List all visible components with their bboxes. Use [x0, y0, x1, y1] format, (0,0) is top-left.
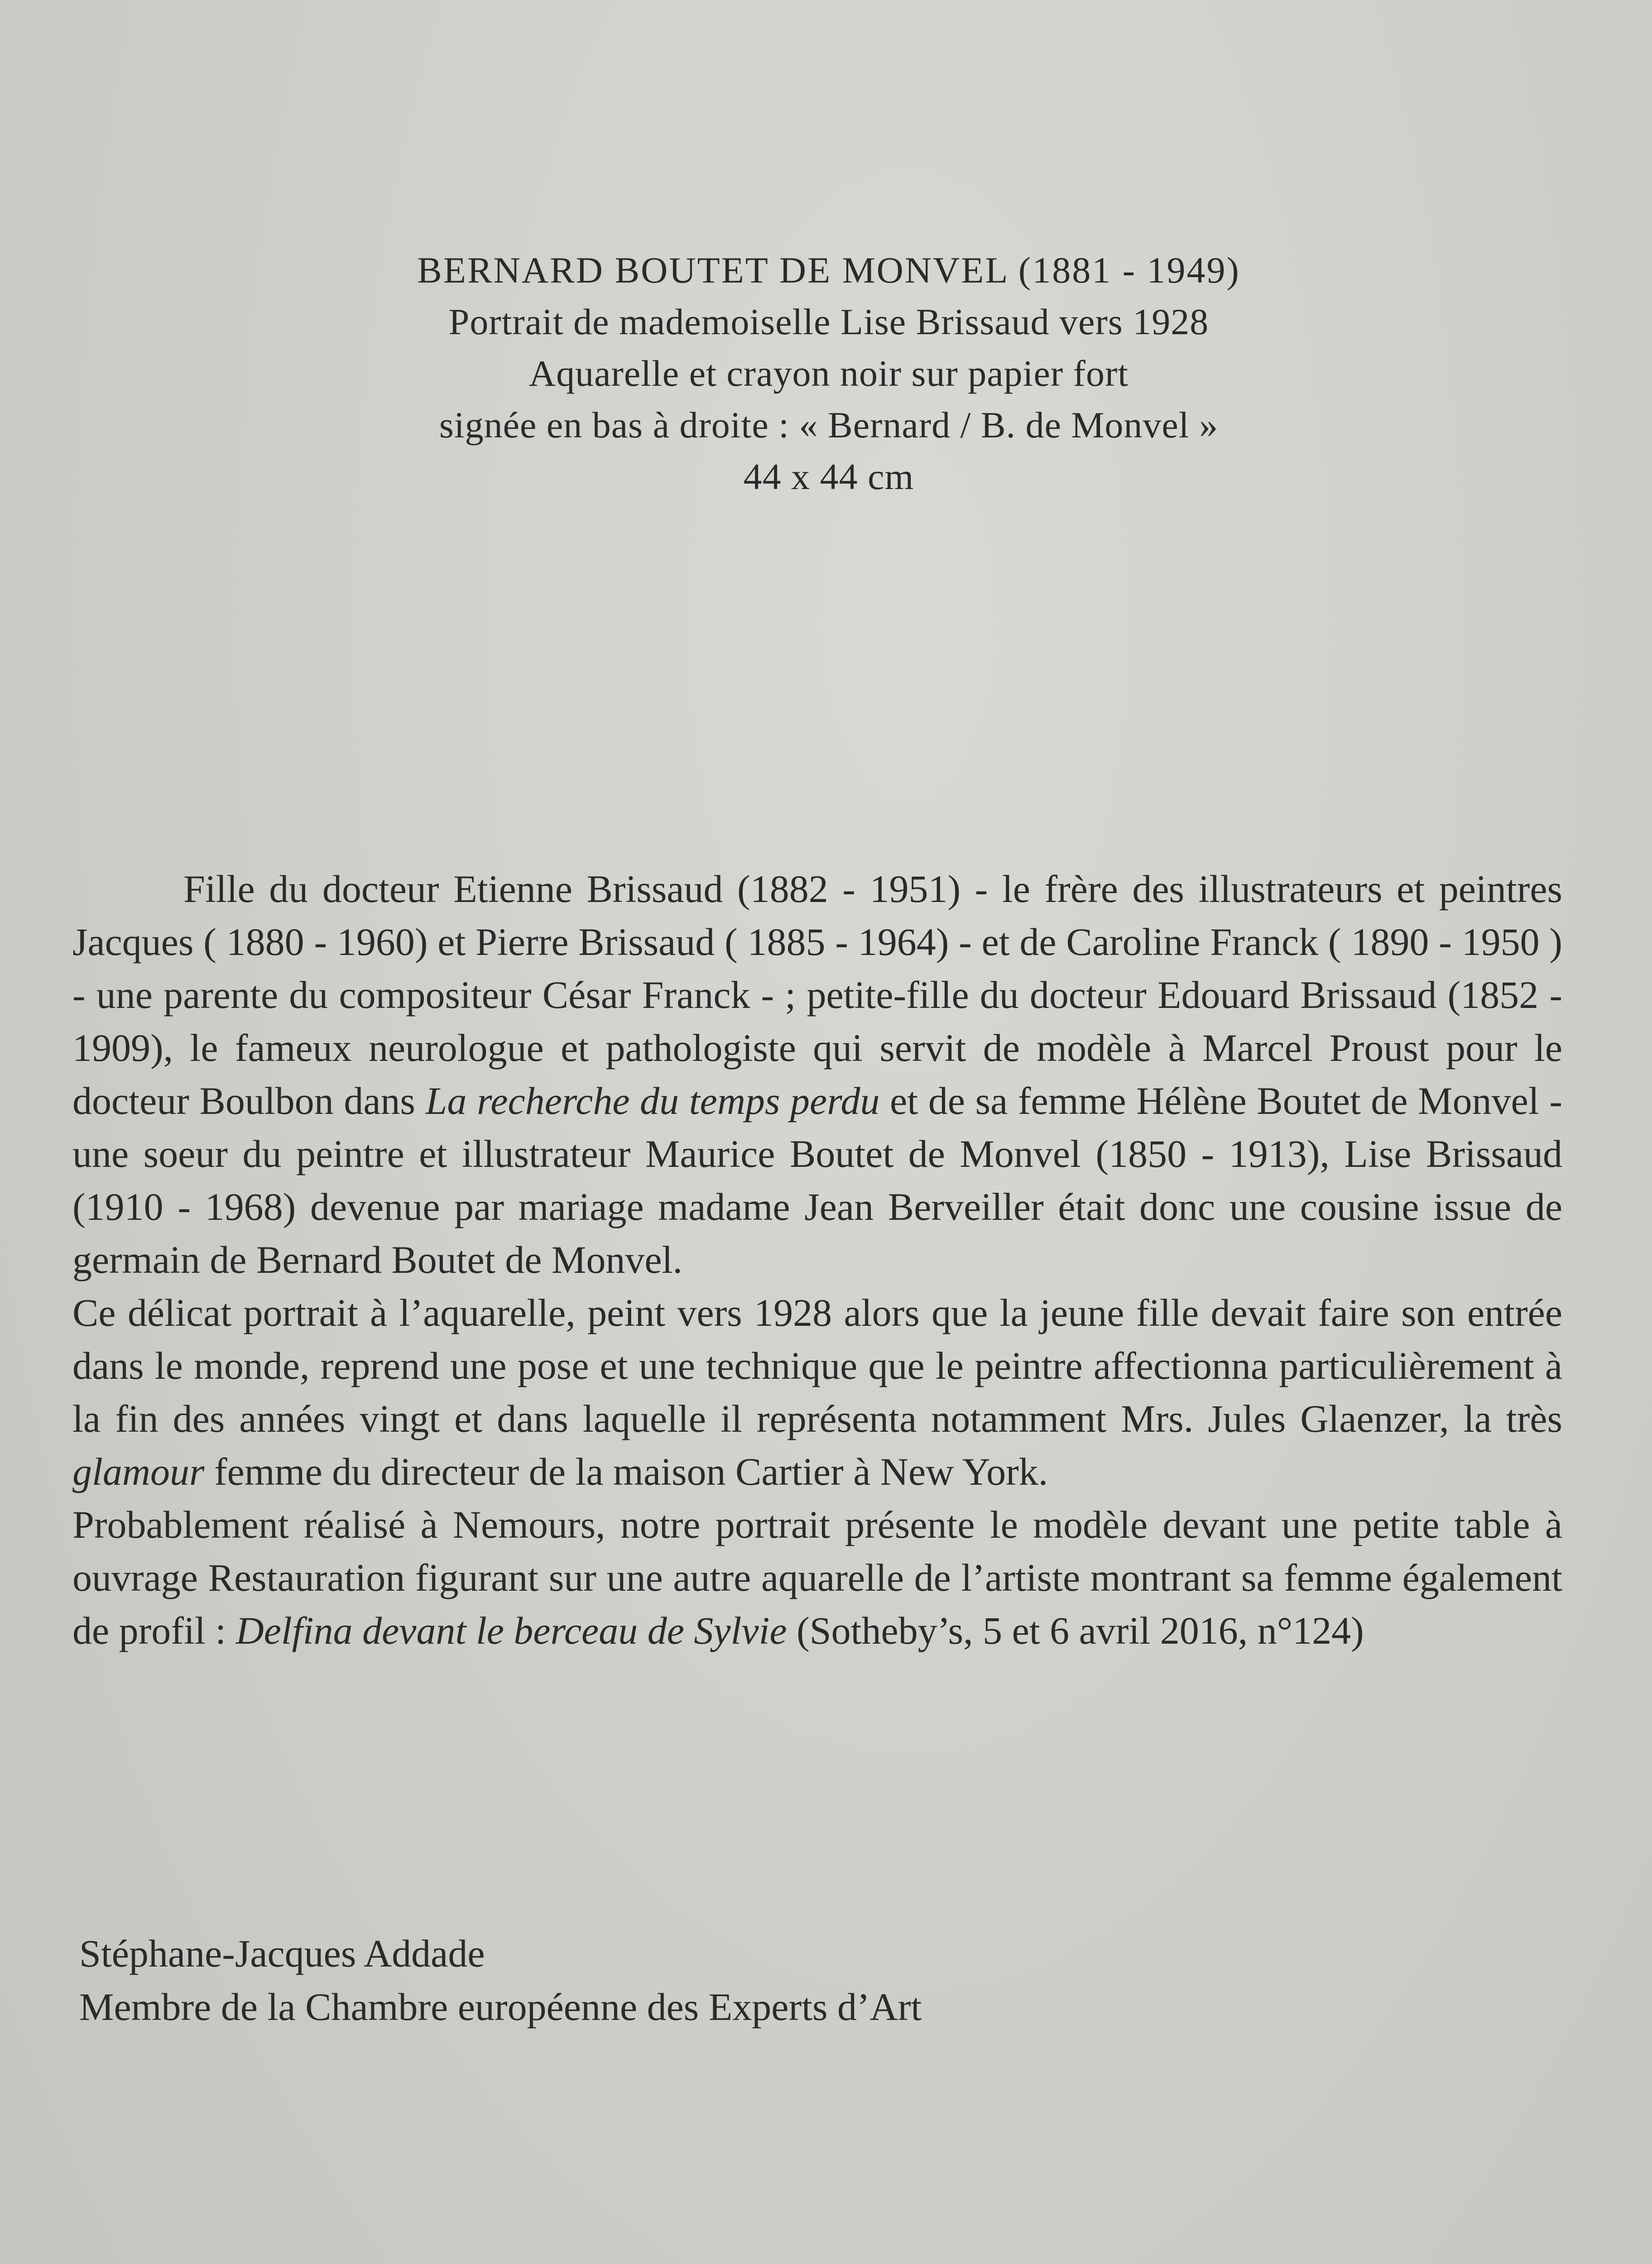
- paragraph-text: Fille du docteur Etienne Brissaud (1882 - 1951) - le frère des illustrateurs et peintres Jacques ( 1880 - 1960) et Pierre Brissaud ( 1885 - 1964) - et de Caroline Franck ( 1890 - 1950 ) - une parente du compositeur César Franck - ; petite-fille du docteur Edouard Brissaud (1852 - 1909), le fameux neurologue et pathologiste qui servit de modèle à Marcel Proust pour le docteur Boulbon dans: [72, 867, 1562, 1122]
- expert-name: Stéphane-Jacques Addade: [79, 1932, 485, 1975]
- artwork-header: [290, 245, 1368, 503]
- paragraph-text: femme du directeur de la maison Cartier à New York.: [204, 1450, 1048, 1493]
- expert-role: Membre de la Chambre européenne des Experts d’Art: [79, 1985, 922, 2029]
- expert-signature-block: [79, 1927, 1438, 2034]
- paragraph-text: (Sotheby’s, 5 et 6 avril 2016, n°124): [787, 1609, 1364, 1652]
- italic-book-title: La recherche du temps perdu: [425, 1079, 880, 1122]
- artist-name: BERNARD BOUTET DE MONVEL (1881 - 1949): [417, 249, 1240, 291]
- paragraph-biography: [72, 863, 1562, 1286]
- artwork-title: Portrait de mademoiselle Lise Brissaud vers 1928: [448, 301, 1209, 342]
- paragraph-provenance: [72, 1498, 1562, 1657]
- paragraph-text: et de sa femme Hélène Boutet de Monvel - une soeur du peintre et illustrateur Maurice Boutet de Monvel (1850 - 1913), Lise Brissaud (1910 - 1968) devenue par mariage madame Jean Berveiller était donc une cousine issue de germain de Bernard Boutet de Monvel.: [72, 1079, 1562, 1281]
- paragraph-portrait: [72, 1286, 1562, 1498]
- artwork-dimensions: 44 x 44 cm: [743, 456, 914, 497]
- artwork-medium: Aquarelle et crayon noir sur papier fort: [528, 353, 1129, 394]
- artwork-signature-note: signée en bas à droite : « Bernard / B. de Monvel »: [439, 404, 1219, 446]
- paragraph-text: Ce délicat portrait à l’aquarelle, peint vers 1928 alors que la jeune fille devait faire son entrée dans le monde, reprend une pose et une technique que le peintre affectionna particulièrement à la fin des années vingt et dans laquelle il représenta notamment Mrs. Jules Glaenzer, la très: [72, 1291, 1562, 1440]
- italic-word: glamour: [72, 1450, 205, 1493]
- italic-artwork-title: Delfina devant le berceau de Sylvie: [235, 1609, 787, 1652]
- paragraph-text: Probablement réalisé à Nemours, notre portrait présente le modèle devant une petite table à ouvrage Restauration figurant sur une autre aquarelle de l’artiste montrant sa femme également de profil :: [72, 1503, 1562, 1652]
- description-body: [72, 863, 1562, 1657]
